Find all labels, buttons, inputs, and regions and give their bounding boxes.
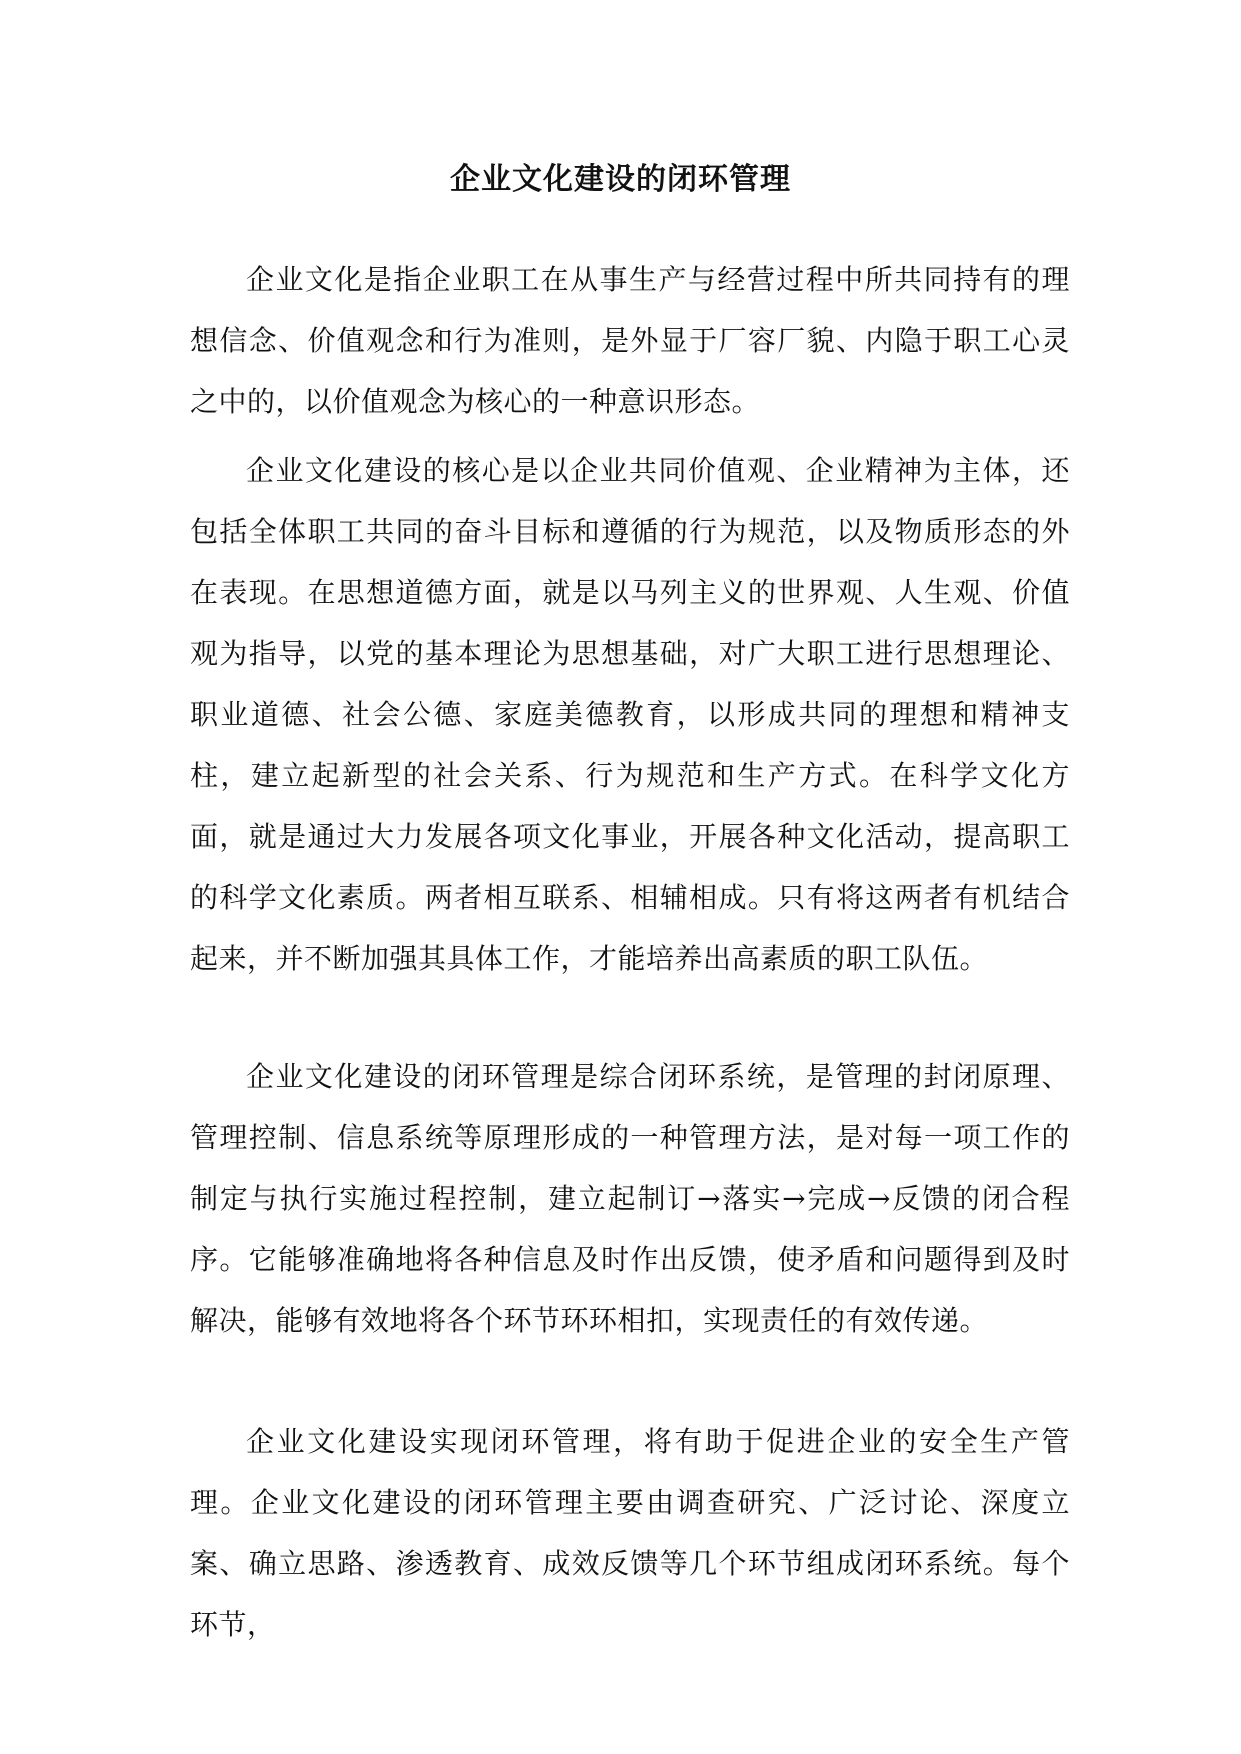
paragraph-core: 企业文化建设的核心是以企业共同价值观、企业精神为主体，还包括全体职工共同的奋斗目标和遵循的行为规范，以及物质形态的外在表现。在思想道德方面，就是以马列主义的世界观、人生观、价值观为指导，以党的基本理论为思想基础，对广大职工进行思想理论、职业道德、社会公德、家庭美德教育，以形成共同的理想和精神支柱，建立起新型的社会关系、行为规范和生产方式。在科学文化方面，就是通过大力发展各项文化事业，开展各种文化活动，提高职工的科学文化素质。两者相互联系、相辅相成。只有将这两者有机结合起来，并不断加强其具体工作，才能培养出高素质的职工队伍。 [190,454,1070,975]
paragraph-definition: 企业文化是指企业职工在从事生产与经营过程中所共同持有的理想信念、价值观念和行为准则，是外显于厂容厂貌、内隐于职工心灵之中的，以价值观念为核心的一种意识形态。 [190,263,1070,418]
paragraph-closed-loop: 企业文化建设的闭环管理是综合闭环系统，是管理的封闭原理、管理控制、信息系统等原理形成的一种管理方法，是对每一项工作的制定与执行实施过程控制，建立起制订→落实→完成→反馈的闭合程序。它能够准确地将各种信息及时作出反馈，使矛盾和问题得到及时解决，能够有效地将各个环节环环相扣，实现责任的有效传递。 [190,1060,1070,1337]
paragraph-implementation: 企业文化建设实现闭环管理，将有助于促进企业的安全生产管理。企业文化建设的闭环管理主要由调查研究、广泛讨论、深度立案、确立思路、渗透教育、成效反馈等几个环节组成闭环系统。每个环节， [190,1425,1070,1641]
document-title: 企业文化建设的闭环管理 [450,162,791,197]
